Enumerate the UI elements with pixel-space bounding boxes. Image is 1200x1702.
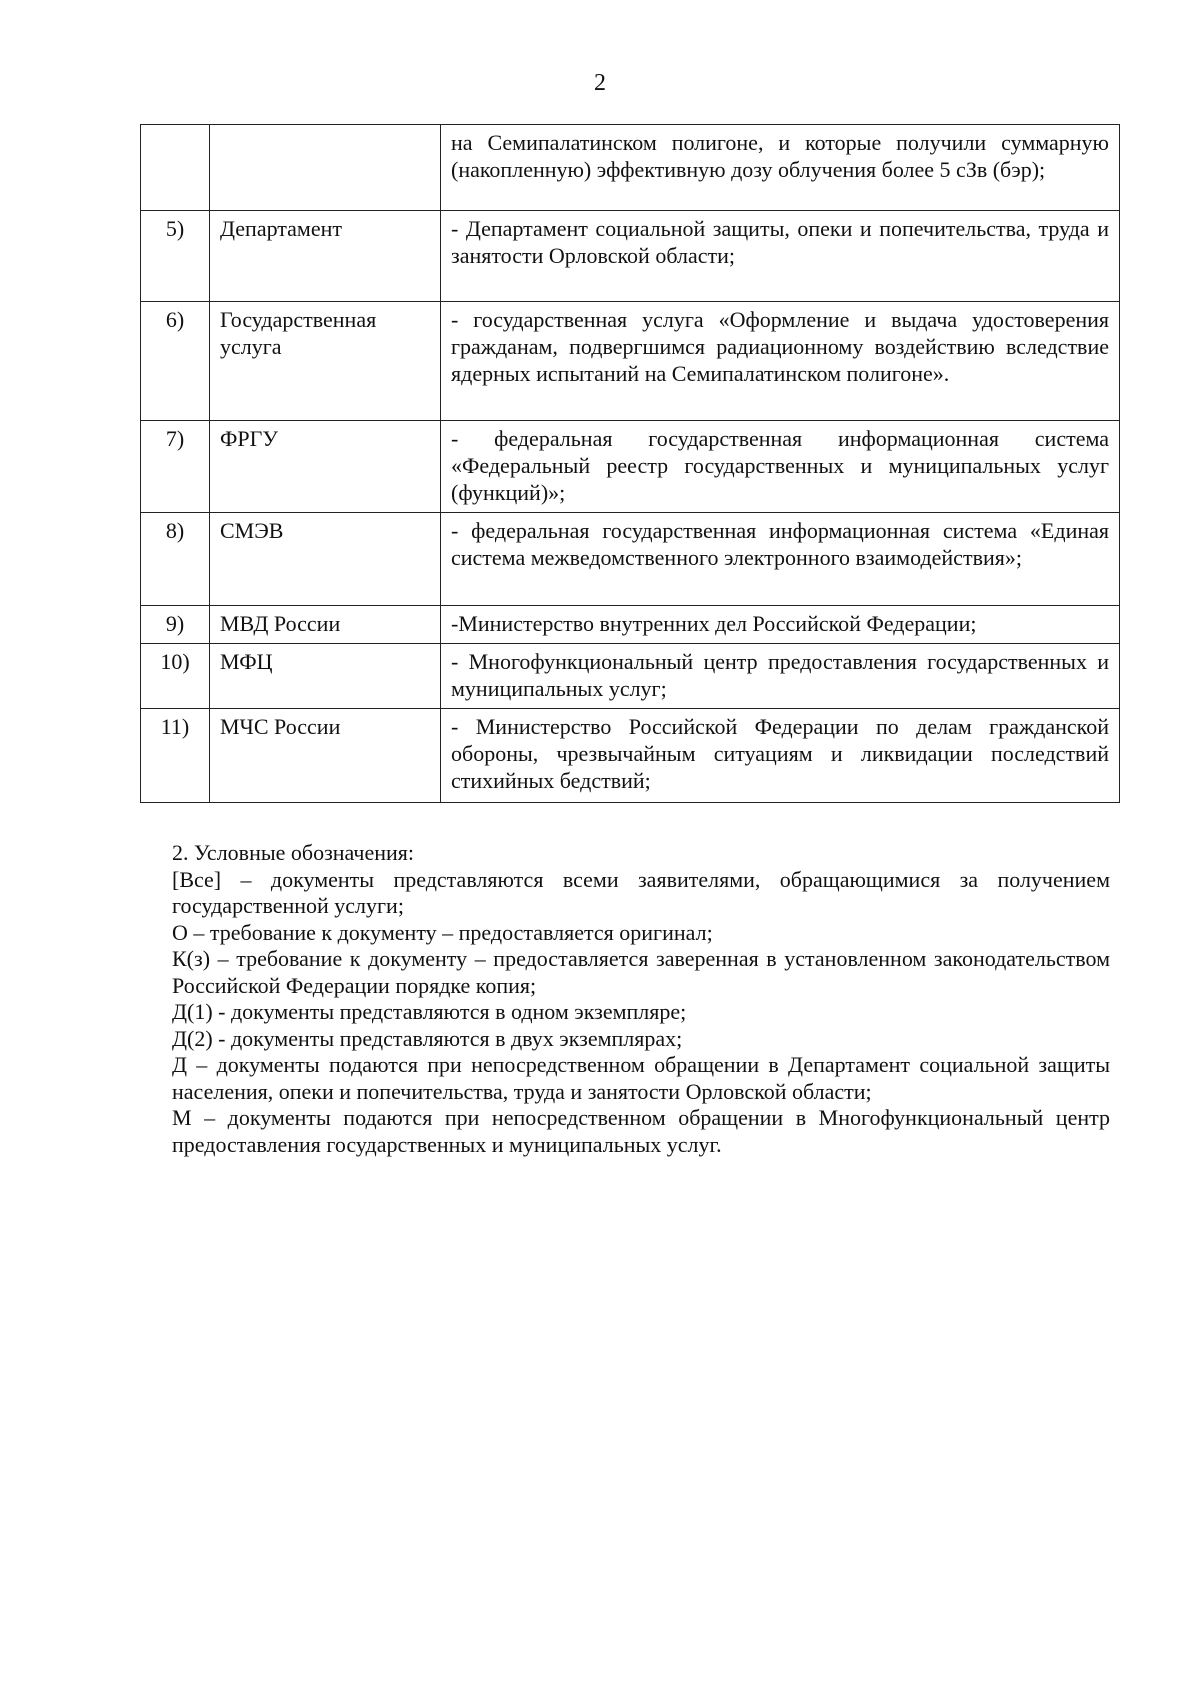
- legend-item: К(з) – требование к документу – предоставляется заверенная в установленном законодательством Российской Федерации порядке копия;: [172, 946, 1110, 998]
- legend-section: [172, 840, 1110, 1158]
- definitions-table: [140, 124, 1120, 803]
- legend-heading: 2. Условные обозначения:: [172, 840, 415, 865]
- legend-item: Д – документы подаются при непосредственном обращении в Департамент социальной защиты населения, опеки и попечительства, труда и занятости Орловской области;: [172, 1052, 1110, 1104]
- table-row: [141, 421, 1120, 513]
- row-term: МЧС России: [210, 709, 441, 803]
- row-number: 9): [141, 606, 210, 644]
- row-term: Департамент: [210, 211, 441, 302]
- row-number: 11): [141, 709, 210, 803]
- row-number: 8): [141, 513, 210, 606]
- table-row: [141, 513, 1120, 606]
- row-definition: - федеральная государственная информационная система «Единая система межведомственного электронного взаимодействия»;: [441, 513, 1120, 606]
- row-definition: - государственная услуга «Оформление и выдача удостоверения гражданам, подвергшимся радиационному воздействию вследствие ядерных испытаний на Семипалатинском полигоне».: [441, 302, 1120, 421]
- row-definition: - Департамент социальной защиты, опеки и попечительства, труда и занятости Орловской области;: [441, 211, 1120, 302]
- row-definition: -Министерство внутренних дел Российской Федерации;: [441, 606, 1120, 644]
- legend-item: [Все] – документы представляются всеми заявителями, обращающимися за получением государственной услуги;: [172, 866, 1110, 918]
- table-row: [141, 644, 1120, 709]
- table-row: [141, 211, 1120, 302]
- row-number: [141, 125, 210, 211]
- table-row: [141, 709, 1120, 803]
- row-number: 6): [141, 302, 210, 421]
- row-term: МФЦ: [210, 644, 441, 709]
- page-number: 2: [594, 70, 606, 96]
- row-term: ФРГУ: [210, 421, 441, 513]
- row-number: 7): [141, 421, 210, 513]
- legend-item: М – документы подаются при непосредственном обращении в Многофункциональный центр предоставления государственных и муниципальных услуг.: [172, 1105, 1110, 1157]
- row-definition: - федеральная государственная информационная система «Федеральный реестр государственных и муниципальных услуг (функций)»;: [441, 421, 1120, 513]
- row-definition: на Семипалатинском полигоне, и которые получили суммарную (накопленную) эффективную дозу облучения более 5 сЗв (бэр);: [441, 125, 1120, 211]
- row-number: 5): [141, 211, 210, 302]
- table-row: [141, 302, 1120, 421]
- row-definition: - Министерство Российской Федерации по делам гражданской обороны, чрезвычайным ситуациям и ликвидации последствий стихийных бедствий;: [441, 709, 1120, 803]
- row-term: СМЭВ: [210, 513, 441, 606]
- row-definition: - Многофункциональный центр предоставления государственных и муниципальных услуг;: [441, 644, 1120, 709]
- legend-item: О – требование к документу – предоставляется оригинал;: [172, 919, 713, 945]
- row-term: МВД России: [210, 606, 441, 644]
- table-row: [141, 125, 1120, 211]
- legend-item: Д(2) - документы представляются в двух экземплярах;: [172, 1025, 683, 1051]
- table-row: [141, 606, 1120, 644]
- row-term: [210, 125, 441, 211]
- row-number: 10): [141, 644, 210, 709]
- row-term: Государственная услуга: [210, 302, 441, 421]
- legend-item: Д(1) - документы представляются в одном экземпляре;: [172, 999, 687, 1024]
